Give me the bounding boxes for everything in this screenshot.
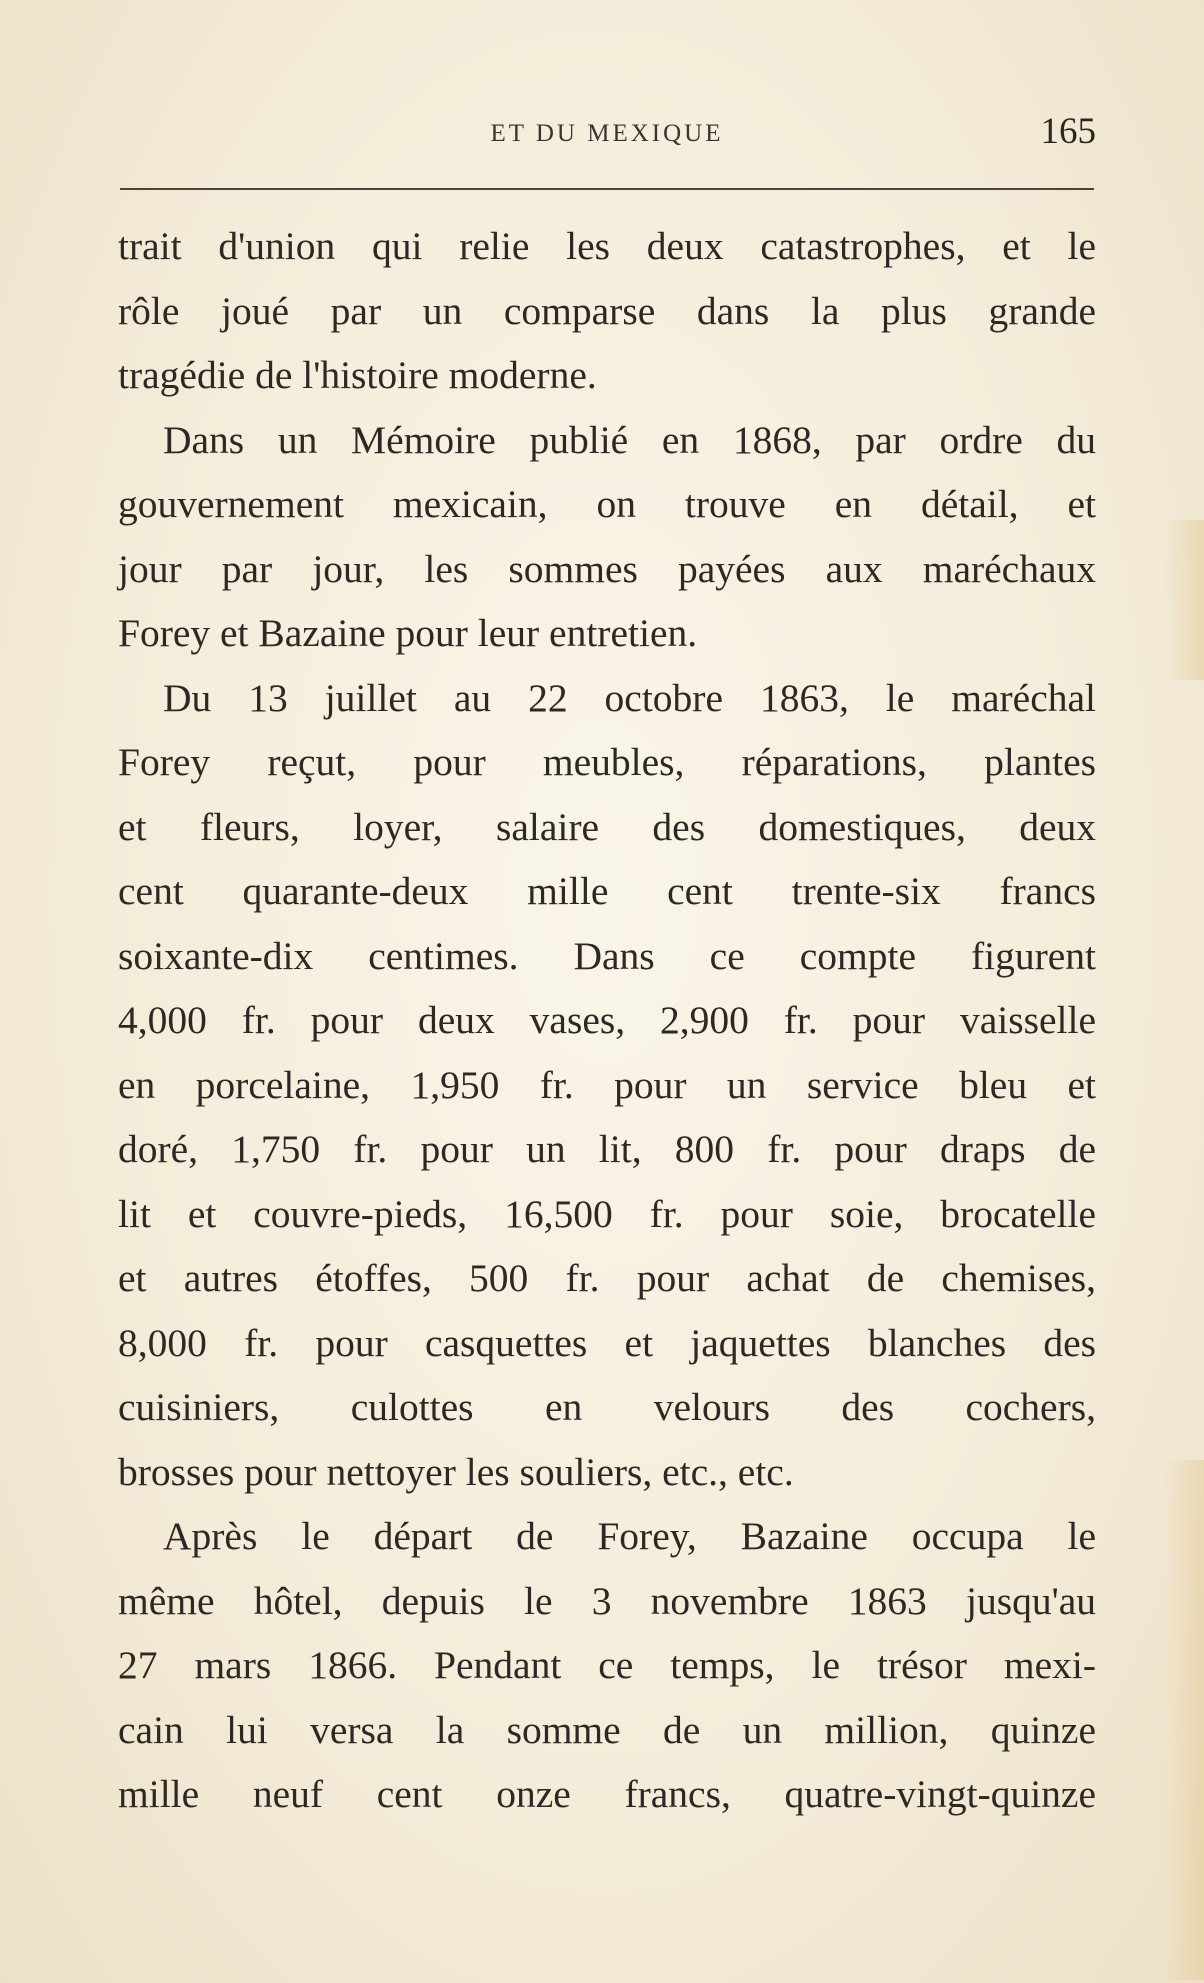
text-line: et fleurs, loyer, salaire des domestiques, deux xyxy=(118,804,1096,849)
page-stain xyxy=(1164,1460,1204,1980)
text-line: cain lui versa la somme de un million, quinze xyxy=(118,1707,1096,1752)
running-title: ET DU MEXIQUE xyxy=(490,120,724,147)
text-line: cuisiniers, culottes en velours des cochers, xyxy=(118,1385,1096,1429)
text-line: en porcelaine, 1,950 fr. pour un service bleu et xyxy=(118,1062,1096,1107)
text-line: brosses pour nettoyer les souliers, etc., etc. xyxy=(118,1449,794,1494)
text-line: Après le départ de Forey, Bazaine occupa le xyxy=(163,1514,1096,1558)
page-stain xyxy=(1164,520,1204,680)
running-head xyxy=(118,108,1096,168)
text-line: tragédie de l'histoire moderne. xyxy=(118,353,597,397)
text-line: lit et couvre-pieds, 16,500 fr. pour soie, brocatelle xyxy=(118,1191,1096,1236)
page-number: 165 xyxy=(1040,111,1096,152)
text-line: mille neuf cent onze francs, quatre-vingt-quinze xyxy=(118,1772,1096,1816)
text-line: 27 mars 1866. Pendant ce temps, le trésor mexi- xyxy=(118,1643,1096,1687)
text-line: soixante-dix centimes. Dans ce compte figurent xyxy=(118,933,1096,978)
text-line: Dans un Mémoire publié en 1868, par ordre du xyxy=(163,417,1096,462)
body-text xyxy=(118,214,1096,1827)
text-line: Forey et Bazaine pour leur entretien. xyxy=(118,611,698,655)
text-line: 8,000 fr. pour casquettes et jaquettes blanches des xyxy=(118,1320,1096,1365)
text-line: cent quarante-deux mille cent trente-six francs xyxy=(118,869,1096,913)
text-line: doré, 1,750 fr. pour un lit, 800 fr. pour draps de xyxy=(118,1127,1096,1171)
text-line: même hôtel, depuis le 3 novembre 1863 jusqu'au xyxy=(118,1578,1096,1623)
text-line: 4,000 fr. pour deux vases, 2,900 fr. pour vaisselle xyxy=(118,998,1096,1042)
text-line: rôle joué par un comparse dans la plus grande xyxy=(118,288,1096,333)
text-line: Forey reçut, pour meubles, réparations, plantes xyxy=(118,740,1096,784)
text-line: Du 13 juillet au 22 octobre 1863, le maréchal xyxy=(163,675,1096,720)
text-line: gouvernement mexicain, on trouve en détail, et xyxy=(118,482,1096,526)
header-rule xyxy=(120,188,1094,190)
text-line: jour par jour, les sommes payées aux maréchaux xyxy=(118,546,1096,591)
text-line: et autres étoffes, 500 fr. pour achat de chemises, xyxy=(118,1256,1096,1300)
text-line: trait d'union qui relie les deux catastrophes, et le xyxy=(118,224,1096,268)
